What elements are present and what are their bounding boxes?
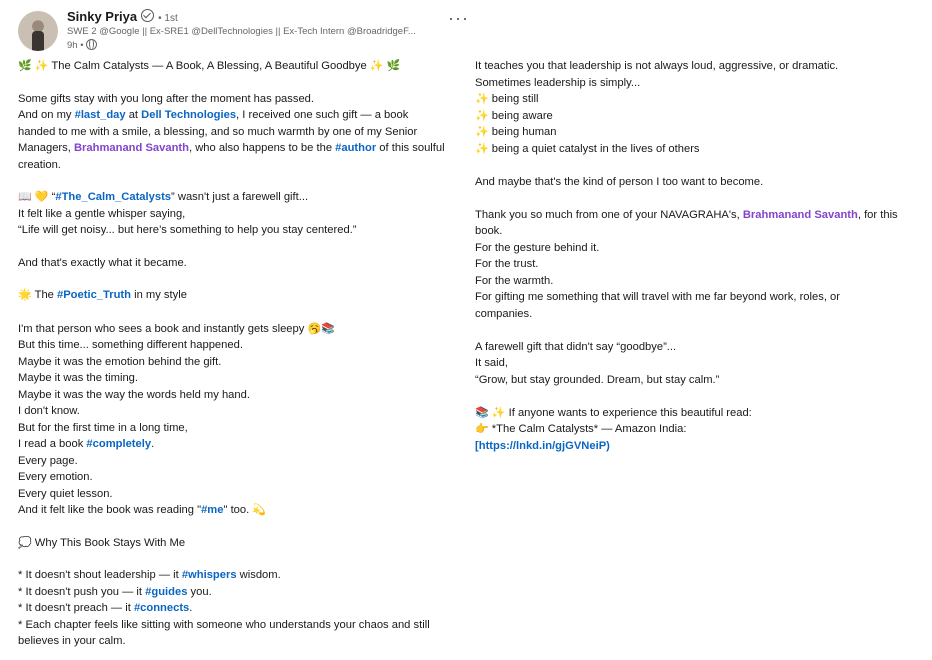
- text-line: [https://lnkd.in/gjGVNeiP): [475, 439, 610, 452]
- sparkles-icon: ✨: [475, 108, 489, 122]
- text-line: 👉 *The Calm Catalysts* — Amazon India:: [475, 422, 687, 435]
- text-line: Maybe it was the emotion behind the gift.: [18, 355, 222, 368]
- text-line: And on my #last_day at Dell Technologies, I received one such gift — a book: [18, 109, 409, 121]
- herb-icon: 🌿: [386, 59, 401, 72]
- sparkles-icon: ✨: [369, 59, 384, 72]
- post-body-left: [18, 58, 445, 650]
- mention-brahmanand-savanth[interactable]: Brahmanand Savanth: [742, 208, 858, 221]
- text-line: I read a book #completely.: [18, 438, 155, 450]
- sparkles-icon: ✨: [475, 141, 489, 155]
- text-line: Some gifts stay with you long after the moment has passed.: [18, 92, 314, 105]
- post-header: [18, 8, 469, 53]
- sparkles-icon: ✨: [475, 125, 489, 138]
- text-line: But this time... something different happened.: [18, 339, 243, 351]
- text-line: Every emotion.: [18, 471, 93, 483]
- author-headline: SWE 2 @Google || Ex-SRE1 @DellTechnologies || Ex-Tech Intern @BroadridgeF...: [67, 26, 416, 37]
- sparkles-icon: ✨: [34, 59, 49, 72]
- hashtag-completely[interactable]: #completely: [86, 438, 152, 450]
- heart-icon: 💛: [34, 190, 49, 203]
- text-line: 💭 Why This Book Stays With Me: [18, 535, 186, 549]
- sun-icon: 🌟: [18, 288, 32, 301]
- globe-icon: [86, 39, 97, 50]
- sleepy-face-icon: 🥱: [307, 321, 322, 335]
- text-line: creation.: [18, 158, 61, 171]
- author-line: [67, 9, 178, 24]
- post-title: 🌿 ✨ The Calm Catalysts — A Book, A Blessing, A Beautiful Goodbye ✨ 🌿: [18, 59, 401, 72]
- hashtag-author[interactable]: #author: [335, 142, 377, 154]
- text-line: It teaches you that leadership is not always loud, aggressive, or dramatic.: [475, 60, 839, 72]
- hashtag-poetic-truth[interactable]: #Poetic_Truth: [57, 289, 131, 301]
- more-options-icon[interactable]: ···: [448, 8, 469, 28]
- verified-icon: [141, 9, 154, 22]
- text-line: And maybe that's the kind of person I too want to become.: [475, 175, 764, 188]
- hashtag-the-calm-catalysts[interactable]: #The_Calm_Catalysts: [55, 191, 172, 203]
- text-line: handed to me with a smile, a blessing, and so much warmth by one of my Senior: [18, 125, 418, 138]
- text-line: Maybe it was the timing.: [18, 372, 139, 384]
- author-name[interactable]: Sinky Priya: [67, 9, 138, 24]
- text-line: But for the first time in a long time,: [18, 421, 188, 434]
- pointing-hand-icon: 👉: [475, 422, 489, 435]
- text-line: * It doesn't push you — it #guides you.: [18, 585, 212, 598]
- text-line: Managers, Brahmanand Savanth, who also happens to be the #author of this soulful: [18, 142, 445, 154]
- text-line: I'm that person who sees a book and instantly gets sleepy 🥱📚: [18, 321, 335, 335]
- text-line: * It doesn't shout leadership — it #whispers wisdom.: [18, 569, 281, 581]
- text-line: companies.: [475, 307, 533, 320]
- bullet-line: ✨ being a quiet catalyst in the lives of others: [475, 141, 700, 155]
- text-line: Maybe it was the way the words held my hand.: [18, 388, 250, 401]
- speech-bubble-icon: 💭: [18, 535, 32, 549]
- text-line: 📚 ✨ If anyone wants to experience this beautiful read:: [475, 405, 752, 419]
- text-line: For the gesture behind it.: [475, 241, 600, 254]
- mention-brahmanand-savanth[interactable]: Brahmanand Savanth: [73, 142, 189, 154]
- text-line: * Each chapter feels like sitting with someone who understands your chaos and still: [18, 618, 430, 631]
- text-line: And that's exactly what it became.: [18, 256, 187, 269]
- hashtag-me[interactable]: #me: [201, 504, 224, 516]
- hashtag-last-day[interactable]: #last_day: [74, 109, 126, 121]
- hashtag-connects[interactable]: #connects: [133, 602, 190, 614]
- text-line: Every page.: [18, 454, 78, 467]
- text-line: It said,: [475, 357, 508, 369]
- avatar[interactable]: [18, 11, 58, 51]
- text-line: Every quiet lesson.: [18, 487, 113, 500]
- bullet-line: ✨ being aware: [475, 108, 553, 122]
- hashtag-whispers[interactable]: #whispers: [181, 569, 237, 581]
- text-line: believes in your calm.: [18, 635, 126, 647]
- text-line: I don't know.: [18, 405, 80, 417]
- sparkles-icon: ✨: [491, 405, 506, 419]
- text-line: For the warmth.: [475, 274, 554, 287]
- books-icon: 📚: [475, 405, 489, 419]
- mention-dell-technologies[interactable]: Dell Technologies: [141, 109, 237, 121]
- text-line: Thank you so much from one of your NAVAGRAHA's, Brahmanand Savanth, for this: [475, 208, 898, 221]
- post-meta: [67, 39, 97, 51]
- text-line: And it felt like the book was reading "#me" too. 💫: [18, 503, 267, 516]
- bullet-line: ✨ being still: [475, 92, 539, 105]
- text-line: “Life will get noisy... but here’s something to help you stay centered.”: [18, 224, 357, 236]
- amazon-link[interactable]: https://lnkd.in/gjGVNeiP: [478, 439, 607, 452]
- text-line: 🌟 The #Poetic_Truth in my style: [18, 288, 187, 301]
- connection-degree: • 1st: [158, 13, 178, 24]
- post-time: 9h •: [67, 40, 84, 51]
- post-body-right: [475, 58, 898, 454]
- text-line: 📖 💛 “#The_Calm_Catalysts” wasn't just a farewell gift...: [18, 190, 309, 203]
- sparkles-icon: ✨: [475, 92, 489, 105]
- books-icon: 📚: [321, 321, 335, 335]
- text-line: Sometimes leadership is simply...: [475, 76, 641, 89]
- text-line: A farewell gift that didn't say “goodbye”...: [475, 340, 677, 353]
- hashtag-guides[interactable]: #guides: [145, 585, 188, 598]
- text-line: It felt like a gentle whisper saying,: [18, 207, 186, 220]
- bullet-line: ✨ being human: [475, 125, 557, 138]
- text-line: book.: [475, 225, 503, 237]
- text-line: “Grow, but stay grounded. Dream, but stay calm.”: [475, 373, 720, 386]
- herb-icon: 🌿: [18, 59, 32, 72]
- text-line: For the trust.: [475, 258, 539, 270]
- text-line: For gifting me something that will travel with me far beyond work, roles, or: [475, 291, 840, 303]
- book-icon: 📖: [18, 190, 32, 203]
- text-line: * It doesn't preach — it #connects.: [18, 602, 193, 614]
- dizzy-star-icon: 💫: [252, 503, 267, 516]
